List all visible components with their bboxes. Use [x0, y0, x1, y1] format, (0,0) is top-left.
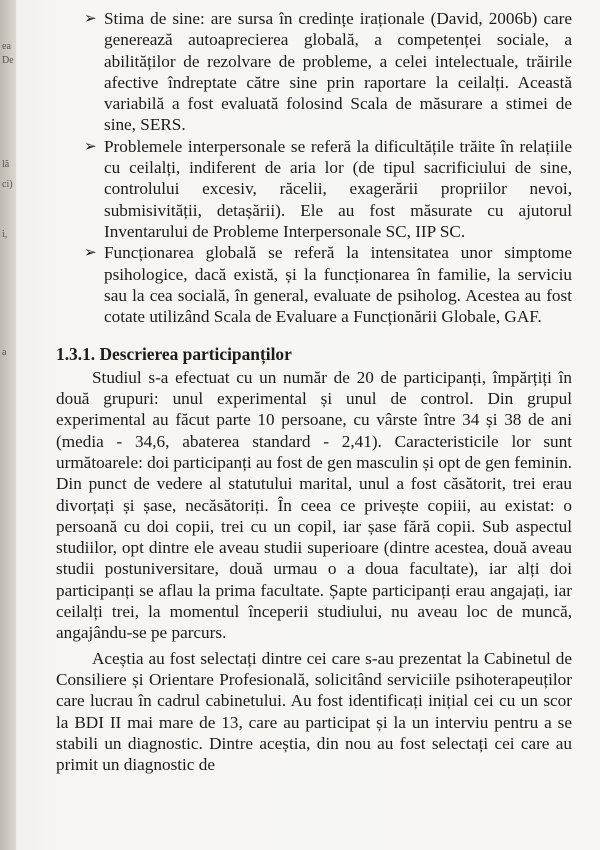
arrow-bullet-icon: ➢ [84, 136, 97, 155]
gutter-mark: a [2, 347, 7, 358]
bullet-item [56, 8, 572, 136]
page-gutter [0, 0, 16, 850]
page-content [56, 8, 572, 775]
bullet-text: Funcționarea globală se referă la intensitatea unor simptome psihologice, dacă există, și la funcționarea în familie, la serviciu sau la cea socială, în general, evaluate de psiholog. Acestea au fost cotate utilizând Scala de Evaluare a Funcționării Globale, GAF. [104, 243, 572, 327]
gutter-mark: ea [2, 41, 11, 52]
bullet-text: Stima de sine: are sursa în credințe iraționale (David, 2006b) care generează autoaprecierea globală, a competenței sociale, a abilităților de rezolvare de probleme, a celei intelectuale, trăirile afective îndreptate către sine prin raportare la ceilalți. Această variabilă a fost evaluată folosind Scala de măsurare a stimei de sine, SERS. [104, 9, 572, 135]
bullet-item [56, 242, 572, 327]
body-paragraph: Studiul s-a efectuat cu un număr de 20 de participanți, împărțiți în două grupuri: unul experimental și unul de control. Din grupul experimental au făcut parte 10 persoane, cu vârste între 34 și 38 de ani (media - 34,6, abaterea standard - 2,41). Caracteristicile lor sunt următoarele: doi participanți au fost de gen masculin și opt de gen feminin. Din punct de vedere al statutului marital, unul a fost căsătorit, trei erau divorțați și șase, necăsătoriți. În ceea ce privește copiii, au existat: o persoană cu doi copii, trei cu un copil, iar șase fără copii. Sub aspectul studiilor, opt dintre ele aveau studii superioare (dintre acestea, două aveau studii postuniversitare, două urmau o a doua facultate), iar alți doi participanți se aflau la prima facultate. Șapte participanți erau angajați, iar ceilalți trei, la momentul începerii studiului, nu aveau loc de muncă, angajându-se pe parcurs. [56, 367, 572, 643]
arrow-bullet-icon: ➢ [84, 243, 97, 262]
gutter-mark: De [2, 55, 14, 66]
bullet-text: Problemele interpersonale se referă la dificultățile trăite în relațiile cu ceilalți, indiferent de aria lor (de tipul sacrificiului de sine, controlului excesiv, răcelii, exagerării propriilor nevoi, submisivității, detașării). Ele au fost măsurate cu ajutorul Inventarului de Probleme Interpersonale SC, IIP SC. [104, 136, 572, 241]
gutter-mark: ci) [2, 179, 13, 190]
body-paragraph: Aceștia au fost selectați dintre cei care s-au prezentat la Cabinetul de Consiliere și Orientare Profesională, solicitând serviciile psihoterapeuților care lucrau în cadrul cabinetului. Au fost identificați inițial cei cu un scor la BDI II mai mare de 13, care au participat și la un interviu pentru a se stabili un diagnostic. Dintre aceștia, din nou au fost selectați cei care au primit un diagnostic de [56, 648, 572, 775]
bullet-item [56, 136, 572, 242]
gutter-mark: i, [2, 229, 8, 240]
arrow-bullet-icon: ➢ [84, 9, 97, 27]
gutter-mark: lă [2, 159, 10, 170]
section-heading: 1.3.1. Descrierea participanților [56, 344, 292, 365]
